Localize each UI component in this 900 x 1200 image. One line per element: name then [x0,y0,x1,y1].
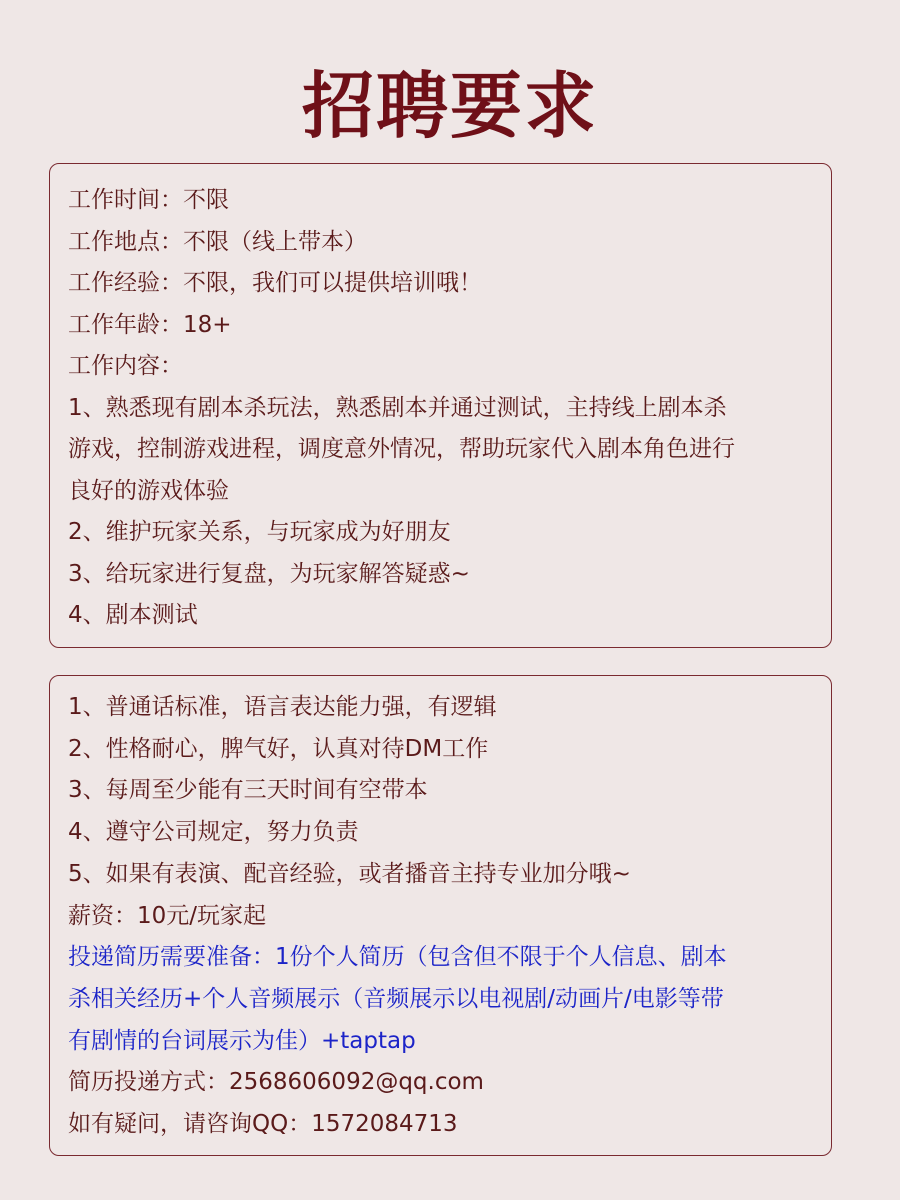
page-title: 招聘要求 [301,63,598,148]
requirement-item-1: 1、普通话标准，语言表达能力强，有逻辑 [68,694,497,720]
salary-line: 薪资：10元/玩家起 [68,902,267,929]
application-materials-line-cont: 杀相关经历+个人音频展示（音频展示以电视剧/动画片/电影等带 [68,985,724,1012]
work-content-heading: 工作内容： [68,353,183,379]
requirement-item-3: 3、每周至少能有三天时间有空带本 [68,777,428,804]
requirements-section [49,675,832,1156]
qq-contact-line: 如有疑问，请咨询QQ：1572084713 [68,1111,458,1138]
application-materials-line: 投递简历需要准备：1份个人简历（包含但不限于个人信息、剧本 [68,944,727,971]
requirement-item-2: 2、性格耐心，脾气好，认真对待DM工作 [68,735,489,762]
work-time-line: 工作时间：不限 [68,187,229,213]
work-content-item-4: 4、剧本测试 [68,602,198,628]
resume-email-line: 简历投递方式：2568606092@qq.com [68,1069,484,1096]
requirement-item-5: 5、如果有表演、配音经验，或者播音主持专业加分哦~ [68,860,631,887]
requirement-item-4: 4、遵守公司规定，努力负责 [68,819,359,846]
work-content-item-2: 2、维护玩家关系，与玩家成为好朋友 [68,519,451,545]
job-details-section [49,163,832,648]
work-content-item-1: 1、熟悉现有剧本杀玩法，熟悉剧本并通过测试，主持线上剧本杀 [68,394,727,421]
work-location-line: 工作地点：不限（线上带本） [68,228,367,255]
work-content-item-1-cont: 游戏，控制游戏进程，调度意外情况，帮助玩家代入剧本角色进行 [68,436,735,462]
work-experience-line: 工作经验：不限，我们可以提供培训哦！ [68,270,482,296]
work-age-line: 工作年龄：18+ [68,311,232,338]
work-content-item-3: 3、给玩家进行复盘，为玩家解答疑惑~ [68,560,470,587]
application-materials-line-cont: 有剧情的台词展示为佳）+taptap [68,1027,416,1054]
work-content-item-1-cont: 良好的游戏体验 [68,477,229,504]
